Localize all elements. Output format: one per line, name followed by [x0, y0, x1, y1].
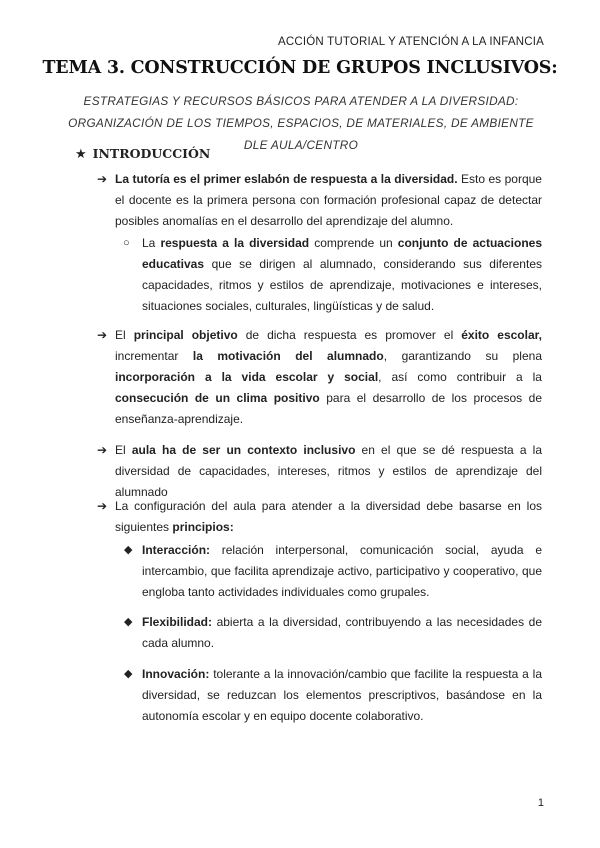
circle-bullet-icon: ○: [123, 237, 130, 249]
page-number: 1: [537, 797, 544, 809]
text-run: incrementar: [115, 349, 193, 363]
arrow-icon: ➔: [97, 172, 108, 186]
bold-run: la motivación del alumnado: [192, 349, 384, 363]
principle-flexibilidad: [142, 612, 542, 654]
text-run: tolerante a la innovación/cambio que facilite la respuesta a la diversidad, se reduzcan los elementos prescriptivos, basándose en la autonomía escolar y en equipo docente colaborativo.: [142, 667, 542, 723]
text-run: , garantizando su plena: [383, 349, 542, 363]
text-run: de dicha respuesta es promover el: [237, 328, 462, 342]
principle-interaccion: [142, 540, 542, 603]
paragraph-bold: La tutoría es el primer eslabón de respuesta a la diversidad.: [115, 172, 458, 186]
bold-run: respuesta a la diversidad: [160, 236, 310, 250]
text-run: comprende un: [309, 236, 398, 250]
text-run: El: [115, 443, 132, 457]
section-heading-label: INTRODUCCIÓN: [92, 146, 211, 161]
text-run: , así como contribuir a la: [378, 370, 542, 384]
diamond-bullet-icon: ◆: [124, 616, 133, 628]
paragraph-configuracion: [115, 496, 542, 538]
paragraph-aula: [115, 440, 542, 503]
star-icon: ★: [75, 147, 87, 162]
bold-run: conjunto de actuaciones educativas: [142, 236, 543, 271]
text-run: en el que se dé respuesta a la diversidad de capacidades, intereses, ritmos y estilos de aprendizaje del alumnado: [115, 443, 542, 499]
paragraph-respuesta: [142, 233, 542, 317]
arrow-icon: ➔: [97, 499, 108, 513]
text-run: La: [142, 236, 161, 250]
arrow-icon: ➔: [97, 443, 108, 457]
bold-run: aula ha de ser un contexto inclusivo: [131, 443, 356, 457]
bold-run: Innovación:: [142, 667, 210, 681]
text-run: abierta a la diversidad, contribuyendo a las necesidades de cada alumno.: [142, 615, 542, 650]
text-run: para el desarrollo de los procesos de enseñanza-aprendizaje.: [115, 391, 542, 426]
text-run: que se dirigen al alumnado, considerando sus diferentes capacidades, ritmos y estilos de aprendizaje, motivaciones e intereses, situaciones sociales, culturales, lingüísticas y de salud.: [142, 257, 542, 313]
running-header: ACCIÓN TUTORIAL Y ATENCIÓN A LA INFANCIA: [278, 36, 544, 48]
page-subtitle: ESTRATEGIAS Y RECURSOS BÁSICOS PARA ATENDER A LA DIVERSIDAD: ORGANIZACIÓN DE LOS TIEMPOS, ESPACIOS, DE MATERIALES, DE AMBIENTE DLE AULA/CENTRO: [68, 94, 534, 152]
principle-innovacion: [142, 664, 542, 727]
bold-run: éxito escolar,: [461, 328, 542, 342]
text-run: La configuración del aula para atender a la diversidad debe basarse en los siguientes: [115, 499, 542, 534]
bold-run: consecución de un clima positivo: [115, 391, 320, 405]
bold-run: principal objetivo: [133, 328, 238, 342]
diamond-bullet-icon: ◆: [124, 668, 133, 680]
section-heading: [75, 146, 210, 162]
bold-run: incorporación a la vida escolar y social: [115, 370, 379, 384]
text-run: relación interpersonal, comunicación social, ayuda e intercambio, que facilita aprendizaje activo, participativo y cooperativo, que engloba tanto actividades individuales como grupales.: [142, 543, 542, 599]
page-title: TEMA 3. CONSTRUCCIÓN DE GRUPOS INCLUSIVOS:: [42, 58, 558, 78]
paragraph-objetivo: [115, 325, 542, 430]
paragraph-tutoria: [115, 169, 542, 232]
bold-run: Interacción:: [142, 543, 211, 557]
arrow-icon: ➔: [97, 328, 108, 342]
diamond-bullet-icon: ◆: [124, 544, 133, 556]
paragraph-text: Esto es porque el docente es la primera persona con formación profesional capaz de detectar posibles anomalías en el desarrollo del aprendizaje del alumno.: [115, 172, 542, 228]
text-run: El: [115, 328, 134, 342]
bold-run: principios:: [172, 520, 234, 534]
bold-run: Flexibilidad:: [142, 615, 213, 629]
